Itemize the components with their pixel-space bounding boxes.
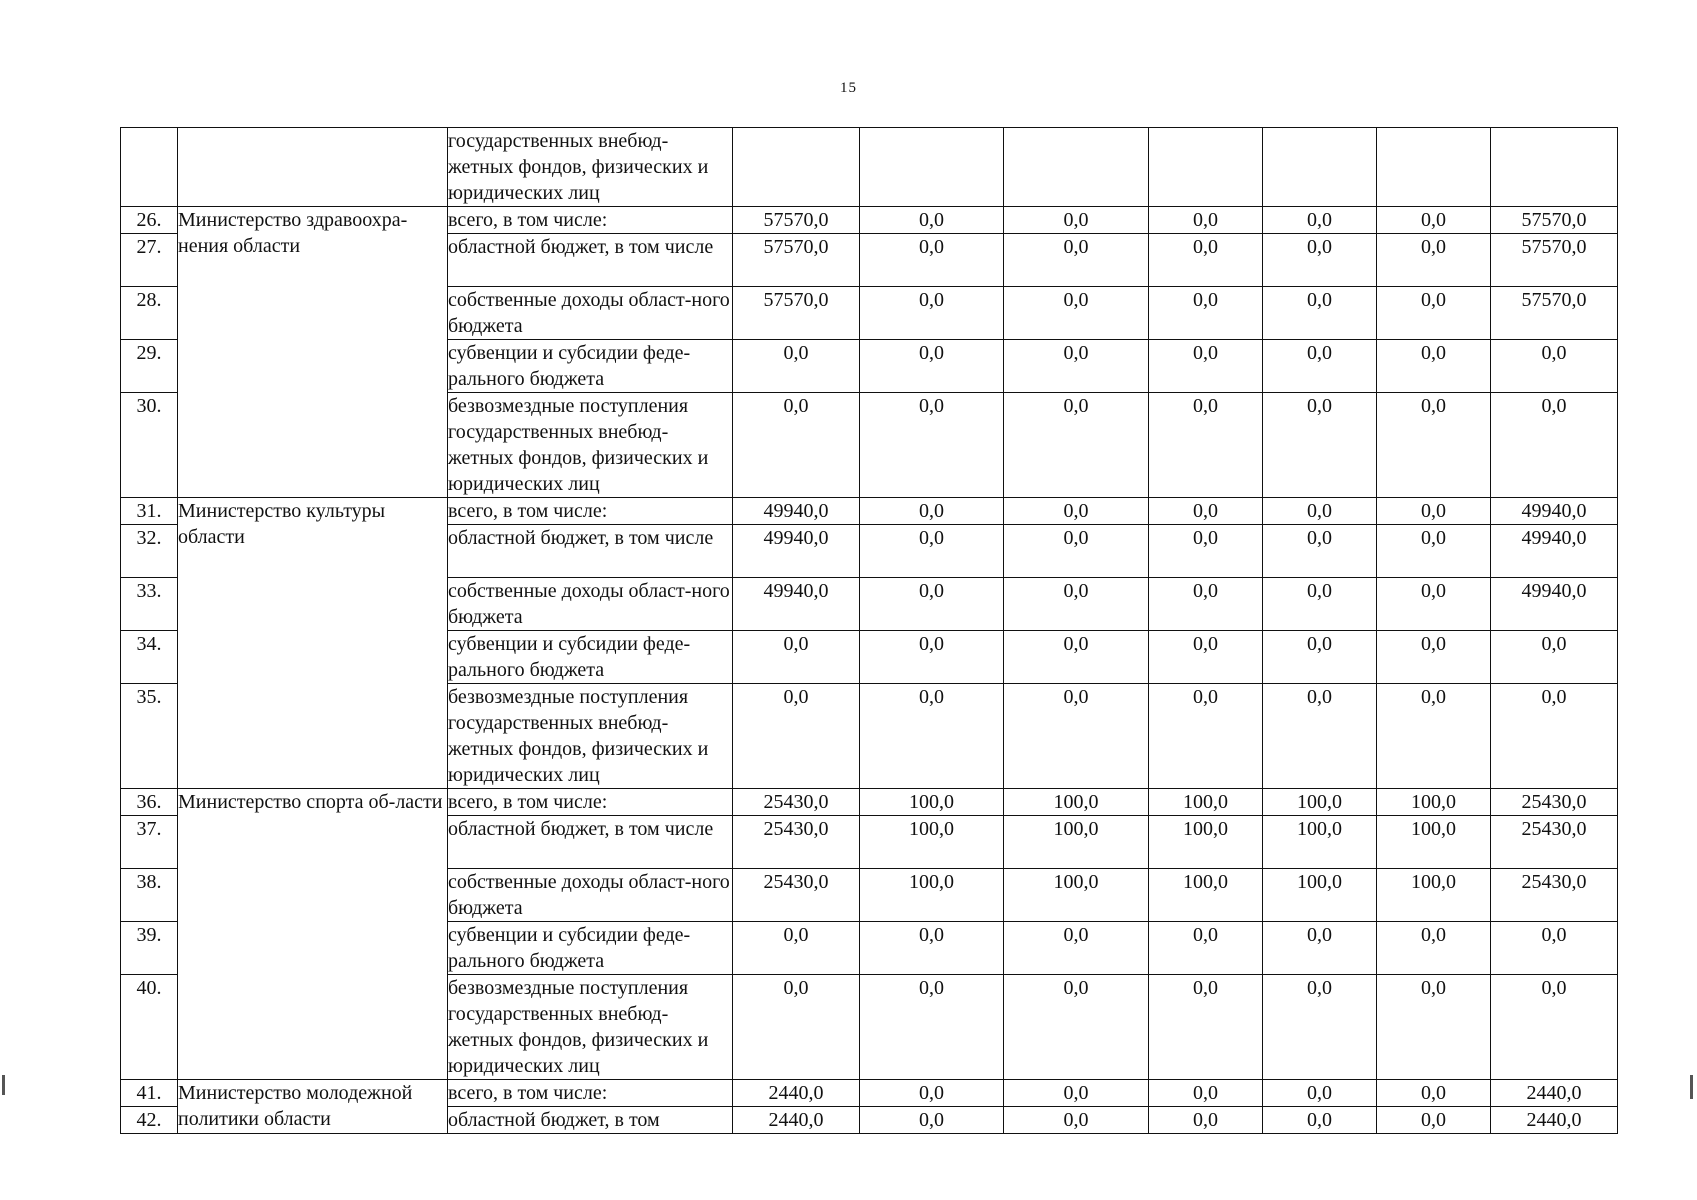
value-cell: 0,0: [1263, 234, 1377, 287]
value-cell: 100,0: [1004, 869, 1149, 922]
funding-source: безвозмездные поступления государственных внебюд-жетных фондов, физических и юридических лиц: [448, 975, 733, 1080]
value-cell: 2440,0: [733, 1107, 860, 1134]
value-cell: 0,0: [1377, 287, 1491, 340]
value-cell: 100,0: [1263, 869, 1377, 922]
value-cell: 25430,0: [733, 869, 860, 922]
funding-source: субвенции и субсидии феде-рального бюджета: [448, 340, 733, 393]
value-cell: 0,0: [1263, 525, 1377, 578]
row-number: 34.: [121, 631, 178, 684]
funding-source: всего, в том числе:: [448, 789, 733, 816]
value-cell: 0,0: [860, 1080, 1004, 1107]
funding-source: субвенции и субсидии феде-рального бюджета: [448, 631, 733, 684]
value-cell: 0,0: [860, 578, 1004, 631]
value-cell: 0,0: [1149, 287, 1263, 340]
scan-artifact: [2, 1075, 5, 1095]
value-cell: 57570,0: [733, 234, 860, 287]
table-row: [121, 207, 1618, 234]
value-cell: 25430,0: [733, 816, 860, 869]
value-cell: 100,0: [1149, 789, 1263, 816]
value-cell: 0,0: [733, 975, 860, 1080]
value-cell: 0,0: [1263, 287, 1377, 340]
value-cell: 49940,0: [733, 525, 860, 578]
value-cell: 0,0: [860, 922, 1004, 975]
value-cell: 49940,0: [733, 578, 860, 631]
value-cell: 0,0: [860, 287, 1004, 340]
row-number: 36.: [121, 789, 178, 816]
value-cell: 0,0: [1004, 684, 1149, 789]
budget-table: [120, 127, 1618, 1134]
table-row: [121, 789, 1618, 816]
value-cell: 0,0: [733, 684, 860, 789]
value-cell: 2440,0: [1491, 1080, 1618, 1107]
value-cell: 100,0: [1149, 869, 1263, 922]
value-cell: 100,0: [1004, 816, 1149, 869]
row-number: 26.: [121, 207, 178, 234]
row-number: 40.: [121, 975, 178, 1080]
row-number: 32.: [121, 525, 178, 578]
funding-source: безвозмездные поступления государственных внебюд-жетных фондов, физических и юридических лиц: [448, 684, 733, 789]
value-cell: 0,0: [1149, 340, 1263, 393]
row-number: 39.: [121, 922, 178, 975]
value-cell: 0,0: [1377, 207, 1491, 234]
value-cell: 0,0: [1377, 684, 1491, 789]
value-cell: 0,0: [1263, 1107, 1377, 1134]
table-row: [121, 1080, 1618, 1107]
value-cell: 0,0: [1377, 975, 1491, 1080]
ministry-name: Министерство культуры области: [178, 498, 448, 789]
value-cell: 0,0: [733, 922, 860, 975]
value-cell: 0,0: [1377, 393, 1491, 498]
value-cell: 0,0: [1377, 498, 1491, 525]
value-cell: 49940,0: [733, 498, 860, 525]
value-cell: 0,0: [860, 631, 1004, 684]
value-cell: 0,0: [1149, 525, 1263, 578]
value-cell: 0,0: [1004, 922, 1149, 975]
row-number: [121, 128, 178, 207]
value-cell: 0,0: [1491, 922, 1618, 975]
scan-artifact: [1690, 1075, 1693, 1099]
value-cell: 0,0: [1149, 975, 1263, 1080]
value-cell: 0,0: [1377, 340, 1491, 393]
funding-source: областной бюджет, в том: [448, 1107, 733, 1134]
row-number: 37.: [121, 816, 178, 869]
value-cell: 0,0: [1149, 684, 1263, 789]
value-cell: 0,0: [1377, 234, 1491, 287]
value-cell: 0,0: [1149, 234, 1263, 287]
funding-source: субвенции и субсидии феде-рального бюджета: [448, 922, 733, 975]
value-cell: 57570,0: [733, 207, 860, 234]
value-cell: 0,0: [1377, 922, 1491, 975]
value-cell: 0,0: [1377, 1107, 1491, 1134]
value-cell: 0,0: [1149, 631, 1263, 684]
value-cell: [1004, 128, 1149, 207]
value-cell: 0,0: [1377, 631, 1491, 684]
value-cell: 0,0: [1263, 922, 1377, 975]
value-cell: [733, 128, 860, 207]
funding-source: собственные доходы област-ного бюджета: [448, 287, 733, 340]
value-cell: 0,0: [1149, 1080, 1263, 1107]
value-cell: 0,0: [1149, 578, 1263, 631]
value-cell: 0,0: [1004, 287, 1149, 340]
value-cell: 0,0: [1263, 684, 1377, 789]
value-cell: 0,0: [1263, 207, 1377, 234]
value-cell: 0,0: [1491, 393, 1618, 498]
value-cell: 49940,0: [1491, 525, 1618, 578]
row-number: 28.: [121, 287, 178, 340]
value-cell: 0,0: [1004, 1080, 1149, 1107]
value-cell: 0,0: [1263, 393, 1377, 498]
table-row: [121, 128, 1618, 207]
value-cell: 0,0: [733, 393, 860, 498]
value-cell: 0,0: [1491, 631, 1618, 684]
ministry-name: [178, 128, 448, 207]
row-number: 27.: [121, 234, 178, 287]
value-cell: 0,0: [1263, 340, 1377, 393]
row-number: 30.: [121, 393, 178, 498]
row-number: 29.: [121, 340, 178, 393]
funding-source: государственных внебюд-жетных фондов, физических и юридических лиц: [448, 128, 733, 207]
row-number: 33.: [121, 578, 178, 631]
ministry-name: Министерство спорта об-ласти: [178, 789, 448, 1080]
row-number: 41.: [121, 1080, 178, 1107]
value-cell: 0,0: [1004, 525, 1149, 578]
funding-source: всего, в том числе:: [448, 1080, 733, 1107]
value-cell: [1491, 128, 1618, 207]
value-cell: 57570,0: [1491, 234, 1618, 287]
value-cell: 2440,0: [1491, 1107, 1618, 1134]
funding-source: всего, в том числе:: [448, 498, 733, 525]
value-cell: 25430,0: [733, 789, 860, 816]
value-cell: 0,0: [1263, 498, 1377, 525]
value-cell: 0,0: [1377, 1080, 1491, 1107]
value-cell: [1263, 128, 1377, 207]
value-cell: 0,0: [1377, 578, 1491, 631]
value-cell: [1377, 128, 1491, 207]
funding-source: всего, в том числе:: [448, 207, 733, 234]
value-cell: 0,0: [1263, 631, 1377, 684]
value-cell: 0,0: [1263, 975, 1377, 1080]
value-cell: 0,0: [1263, 1080, 1377, 1107]
value-cell: 0,0: [1491, 684, 1618, 789]
value-cell: 100,0: [860, 869, 1004, 922]
page-number: 15: [840, 80, 857, 96]
ministry-name: Министерство молодежной политики области: [178, 1080, 448, 1134]
value-cell: 0,0: [860, 1107, 1004, 1134]
row-number: 35.: [121, 684, 178, 789]
funding-source: областной бюджет, в том числе: [448, 816, 733, 869]
value-cell: 57570,0: [1491, 287, 1618, 340]
value-cell: 100,0: [1377, 789, 1491, 816]
value-cell: 0,0: [860, 234, 1004, 287]
value-cell: 57570,0: [733, 287, 860, 340]
value-cell: 100,0: [860, 816, 1004, 869]
ministry-name: Министерство здравоохра-нения области: [178, 207, 448, 498]
value-cell: 57570,0: [1491, 207, 1618, 234]
funding-source: собственные доходы област-ного бюджета: [448, 869, 733, 922]
value-cell: [1149, 128, 1263, 207]
value-cell: 0,0: [1149, 922, 1263, 975]
value-cell: 100,0: [1377, 869, 1491, 922]
value-cell: 100,0: [1004, 789, 1149, 816]
value-cell: 0,0: [1004, 1107, 1149, 1134]
value-cell: 0,0: [1004, 975, 1149, 1080]
value-cell: 0,0: [1004, 234, 1149, 287]
value-cell: 0,0: [860, 340, 1004, 393]
value-cell: 0,0: [860, 975, 1004, 1080]
value-cell: 0,0: [1263, 578, 1377, 631]
value-cell: 0,0: [1149, 1107, 1263, 1134]
value-cell: 0,0: [1149, 207, 1263, 234]
value-cell: 0,0: [1004, 207, 1149, 234]
value-cell: 100,0: [1149, 816, 1263, 869]
row-number: 38.: [121, 869, 178, 922]
value-cell: 25430,0: [1491, 789, 1618, 816]
value-cell: 25430,0: [1491, 816, 1618, 869]
value-cell: 25430,0: [1491, 869, 1618, 922]
value-cell: 0,0: [1377, 525, 1491, 578]
value-cell: 0,0: [733, 631, 860, 684]
value-cell: 0,0: [1149, 498, 1263, 525]
value-cell: 0,0: [860, 393, 1004, 498]
value-cell: 100,0: [1377, 816, 1491, 869]
funding-source: областной бюджет, в том числе: [448, 234, 733, 287]
funding-source: безвозмездные поступления государственных внебюд-жетных фондов, физических и юридических лиц: [448, 393, 733, 498]
value-cell: 0,0: [1491, 340, 1618, 393]
value-cell: 0,0: [1004, 498, 1149, 525]
value-cell: 0,0: [860, 207, 1004, 234]
value-cell: 0,0: [1149, 393, 1263, 498]
value-cell: 2440,0: [733, 1080, 860, 1107]
value-cell: 0,0: [1004, 631, 1149, 684]
table-row: [121, 498, 1618, 525]
funding-source: собственные доходы област-ного бюджета: [448, 578, 733, 631]
value-cell: [860, 128, 1004, 207]
value-cell: 0,0: [1004, 340, 1149, 393]
value-cell: 0,0: [860, 684, 1004, 789]
row-number: 42.: [121, 1107, 178, 1134]
value-cell: 0,0: [733, 340, 860, 393]
value-cell: 100,0: [860, 789, 1004, 816]
value-cell: 0,0: [860, 525, 1004, 578]
value-cell: 49940,0: [1491, 578, 1618, 631]
value-cell: 49940,0: [1491, 498, 1618, 525]
value-cell: 100,0: [1263, 816, 1377, 869]
value-cell: 0,0: [1004, 393, 1149, 498]
value-cell: 0,0: [860, 498, 1004, 525]
value-cell: 100,0: [1263, 789, 1377, 816]
funding-source: областной бюджет, в том числе: [448, 525, 733, 578]
row-number: 31.: [121, 498, 178, 525]
value-cell: 0,0: [1004, 578, 1149, 631]
value-cell: 0,0: [1491, 975, 1618, 1080]
